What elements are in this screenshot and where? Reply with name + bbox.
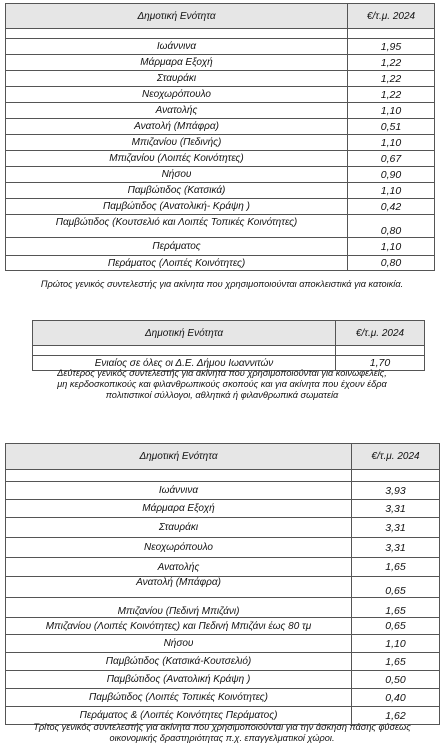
area-cell: Νεοχωρόπουλο [6, 538, 352, 558]
rate-cell: 1,22 [348, 87, 435, 103]
table-row [6, 558, 440, 577]
rate-cell: 3,31 [352, 538, 440, 558]
rate-cell: 3,31 [352, 518, 440, 538]
header-rate: €/τ.μ. 2024 [336, 321, 425, 346]
caption-line: οικονομικής δραστηριότητας π.χ. επαγγελματικοί χώροι. [109, 733, 335, 743]
table-row [6, 256, 435, 271]
rate-cell: 0,80 [348, 256, 435, 271]
table-row [6, 577, 440, 598]
area-cell: Μπιζανίου (Λοιπές Κοινότητες) [6, 151, 348, 167]
table3-caption [0, 722, 444, 744]
area-cell: Περάματος (Λοιπές Κοινότητες) [6, 256, 348, 271]
area-cell: Παμβώτιδος (Ανατολική- Κράψη ) [6, 199, 348, 215]
header-rate: €/τ.μ. 2024 [352, 444, 440, 470]
table1-caption: Πρώτος γενικός συντελεστής για ακίνητα που χρησιμοποιούνται αποκλειστικά για κατοικία. [40, 279, 404, 289]
area-cell: Μπιζανίου (Λοιπές Κοινότητες) και Πεδινή Μπιζάνι έως 80 τμ [6, 618, 352, 635]
table-row [6, 500, 440, 518]
rate-cell: 0,67 [348, 151, 435, 167]
rate-cell: 1,10 [348, 238, 435, 256]
area-cell: Παμβώτιδος (Κατσικά) [6, 183, 348, 199]
area-cell: Ενιαίος σε όλες οι Δ.Ε. Δήμου Ιωαννιτών [33, 356, 336, 371]
area-cell: Παμβώτιδος (Κατσικά-Κουτσελιό) [6, 653, 352, 671]
table-row [6, 215, 435, 238]
area-cell: Νήσου [6, 635, 352, 653]
table-row [6, 103, 435, 119]
header-area: Δημοτική Ενότητα [33, 321, 336, 346]
rate-cell: 1,65 [352, 558, 440, 577]
area-cell: Σταυράκι [6, 71, 348, 87]
table-row [6, 618, 440, 635]
rate-cell: 1,10 [348, 183, 435, 199]
table-nonprofit-rates [32, 320, 425, 371]
area-cell: Σταυράκι [6, 518, 352, 538]
caption-line: Τρίτος γενικός συντελεστής για ακίνητα που χρησιμοποιούνται για την άσκηση πάσης φύσεως [33, 722, 411, 732]
caption-line: Δεύτερος γενικός συντελεστής για ακίνητα που χρησιμοποιούνται για κοινωφελείς, [57, 368, 387, 378]
rate-cell: 1,22 [348, 71, 435, 87]
table-row [6, 482, 440, 500]
rate-cell: 1,70 [336, 356, 425, 371]
area-cell: Παμβώτιδος (Κουτσελιό και Λοιπές Τοπικές Κοινότητες) [6, 215, 348, 238]
area-cell: Ιωάννινα [6, 482, 352, 500]
rate-cell: 1,95 [348, 39, 435, 55]
rate-cell: 0,51 [348, 119, 435, 135]
rate-cell: 0,80 [348, 215, 435, 238]
area-cell: Ανατολής [6, 103, 348, 119]
rate-cell: 1,10 [348, 103, 435, 119]
spacer-row [6, 29, 435, 39]
table-row [6, 689, 440, 707]
area-cell: Νήσου [6, 167, 348, 183]
table-header-row [33, 321, 425, 346]
table-row [6, 538, 440, 558]
area-cell: Περάματος [6, 238, 348, 256]
rate-cell: 3,93 [352, 482, 440, 500]
rate-cell: 1,10 [352, 635, 440, 653]
area-cell: Ιωάννινα [6, 39, 348, 55]
table-row [6, 635, 440, 653]
table-row [6, 598, 440, 618]
header-area: Δημοτική Ενότητα [6, 4, 348, 29]
rate-cell: 0,50 [352, 671, 440, 689]
table-header-row [6, 444, 440, 470]
table-business-rates [5, 443, 440, 725]
rate-cell: 1,65 [352, 653, 440, 671]
spacer-row [33, 346, 425, 356]
rate-cell: 1,65 [352, 598, 440, 618]
rate-cell: 1,22 [348, 55, 435, 71]
table-row [6, 653, 440, 671]
table-row [6, 671, 440, 689]
rate-cell: 0,40 [352, 689, 440, 707]
caption-line: πολιτιστικοί σύλλογοι, αθλητικά ή φιλανθρωπικά σωματεία [105, 390, 339, 400]
rate-cell: 0,90 [348, 167, 435, 183]
table-row [6, 518, 440, 538]
area-cell: Μάρμαρα Εξοχή [6, 500, 352, 518]
table-row [6, 71, 435, 87]
area-cell: Μπιζανίου (Πεδινή Μπιζάνι) [6, 598, 352, 618]
table-row [6, 183, 435, 199]
area-cell: Παμβώτιδος (Ανατολική Κράψη ) [6, 671, 352, 689]
table-row [6, 55, 435, 71]
table-row [6, 151, 435, 167]
caption-line: μη κερδοσκοπικούς και φιλανθρωπικούς σκοπούς και για ακίνητα που έχουν έδρα [57, 379, 387, 389]
table-row [6, 199, 435, 215]
area-cell: Ανατολής [6, 558, 352, 577]
rate-cell: 0,65 [352, 577, 440, 598]
area-cell: Νεοχωρόπουλο [6, 87, 348, 103]
table2-caption [10, 368, 434, 401]
table-row [6, 135, 435, 151]
table-residential-rates [5, 3, 435, 271]
area-cell: Παμβώτιδος (Λοιπές Τοπικές Κοινότητες) [6, 689, 352, 707]
table-row [6, 39, 435, 55]
area-cell: Περάματος & (Λοιπές Κοινότητες Περάματος) [6, 707, 352, 725]
area-cell: Ανατολή (Μπάφρα) [6, 577, 352, 598]
rate-cell: 3,31 [352, 500, 440, 518]
table-row [6, 167, 435, 183]
spacer-row [6, 470, 440, 482]
table-row [6, 119, 435, 135]
table-row [6, 87, 435, 103]
rate-cell: 0,65 [352, 618, 440, 635]
area-cell: Μάρμαρα Εξοχή [6, 55, 348, 71]
table-row [6, 238, 435, 256]
area-cell: Μπιζανίου (Πεδινής) [6, 135, 348, 151]
rate-cell: 0,42 [348, 199, 435, 215]
header-rate: €/τ.μ. 2024 [348, 4, 435, 29]
rate-cell: 1,10 [348, 135, 435, 151]
header-area: Δημοτική Ενότητα [6, 444, 352, 470]
table-header-row [6, 4, 435, 29]
area-cell: Ανατολή (Μπάφρα) [6, 119, 348, 135]
rate-cell: 1,62 [352, 707, 440, 725]
